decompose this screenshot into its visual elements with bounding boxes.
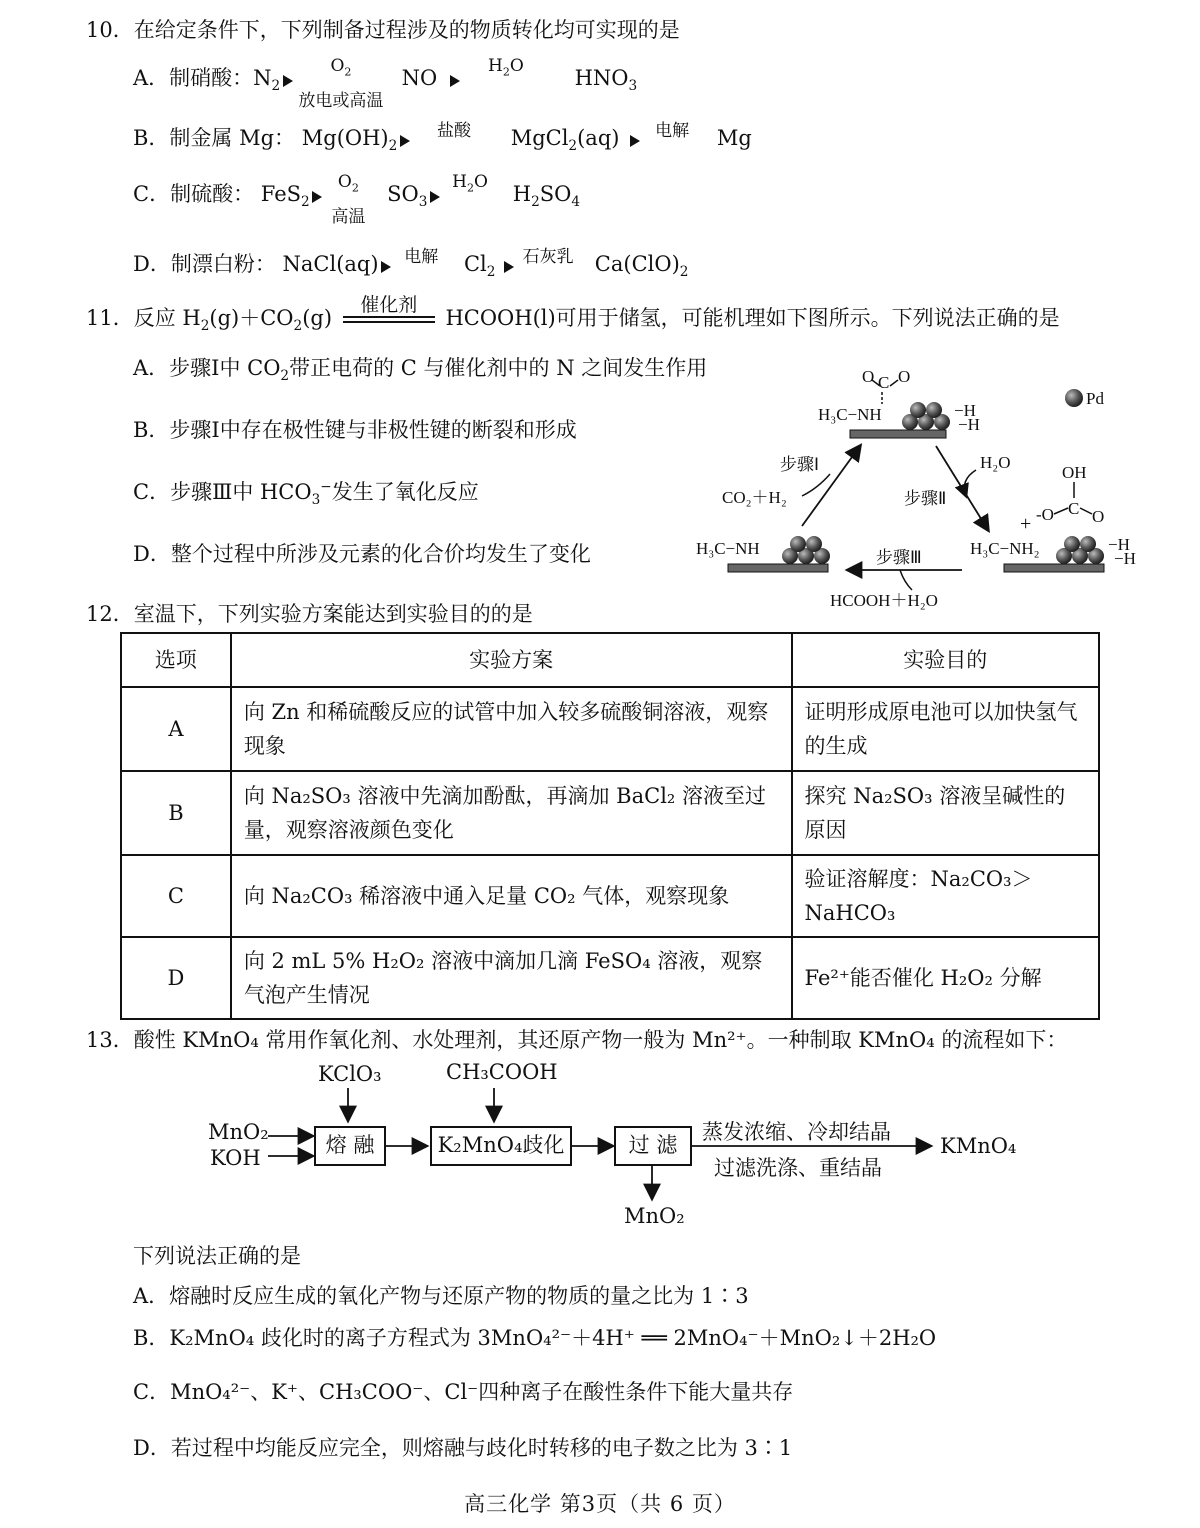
- q13-stem: 13．酸性 KMnO₄ 常用作氧化剂、水处理剂，其还原产物一般为 Mn²⁺。一种制取 KMnO₄ 的流程如下：: [86, 1028, 1068, 1052]
- co2h2-label: CO₂＋H₂: [722, 488, 787, 507]
- svg-text:OH: OH: [1062, 463, 1087, 482]
- svg-text:O: O: [1092, 507, 1105, 526]
- pd-legend: [1065, 389, 1104, 408]
- table-row: D 向 2 mL 5% H₂O₂ 溶液中滴加几滴 FeSO₄ 溶液，观察气泡产生情况 Fe²⁺能否催化 H₂O₂ 分解: [121, 937, 1099, 1019]
- step1-label: 步骤Ⅰ: [780, 455, 820, 474]
- q10-option-d: D．制漂白粉： NaCl(aq) 电解 $Cl_2$ 石灰乳 $Ca(ClO)_2$: [133, 246, 689, 281]
- process-flowchart: [200, 1058, 1030, 1238]
- table-row: A 向 Zn 和稀硫酸反应的试管中加入较多硫酸铜溶液，观察现象 证明形成原电池可以加快氢气的生成: [121, 687, 1099, 771]
- experiment-table: [120, 632, 1100, 1020]
- table-header-row: [121, 633, 1099, 687]
- catalyst-right: [970, 463, 1136, 572]
- h2o-label: H₂O: [980, 453, 1011, 472]
- q10-stem: 10．在给定条件下，下列制备过程涉及的物质转化均可实现的是: [86, 18, 680, 42]
- filter-box: 过 滤: [614, 1126, 692, 1166]
- svg-text:-O: -O: [1036, 505, 1054, 524]
- page-footer: 高三化学 第3页（共 6 页）: [464, 1492, 736, 1516]
- step2-label: 步骤Ⅱ: [904, 489, 947, 508]
- melt-box: 熔 融: [314, 1126, 386, 1166]
- q10-option-c: C．制硫酸： FeS$_2$ $O_2$ 高温 $SO_3$ $H_2O$ $H_2SO_4$: [133, 171, 581, 227]
- condition-top-label: 蒸发浓缩、冷却结晶: [702, 1120, 891, 1144]
- svg-text:H₃C−NH: H₃C−NH: [696, 539, 760, 558]
- mno2-output-label: MnO₂: [624, 1204, 685, 1228]
- products-label: HCOOH＋H₂O: [830, 591, 938, 610]
- svg-text:H₃C−NH: H₃C−NH: [818, 405, 882, 424]
- kmno4-product-label: KMnO₄: [940, 1134, 1017, 1158]
- svg-text:C: C: [1068, 499, 1080, 518]
- svg-text:−H: −H: [954, 401, 976, 420]
- q13-option-c: C．MnO₄²⁻、K⁺、CH₃COO⁻、Cl⁻四种离子在酸性条件下能大量共存: [133, 1380, 794, 1404]
- q12-stem: 12．室温下，下列实验方案能达到实验目的的是: [86, 602, 533, 626]
- q11-option-d: D．整个过程中所涉及元素的化合价均发生了变化: [133, 542, 591, 566]
- ch3cooh-label: CH₃COOH: [446, 1060, 558, 1084]
- table-row: B 向 Na₂SO₃ 溶液中先滴加酚酞，再滴加 BaCl₂ 溶液至过量，观察溶液颜色变化 探究 Na₂SO₃ 溶液呈碱性的原因: [121, 771, 1099, 855]
- q13-option-d: D．若过程中均能反应完全，则熔融与歧化时转移的电子数之比为 3∶1: [133, 1436, 793, 1460]
- koh-label: KOH: [210, 1146, 261, 1170]
- svg-text:+: +: [1020, 513, 1032, 535]
- svg-text:O: O: [862, 367, 875, 386]
- disproportionation-box: K₂MnO₄歧化: [430, 1126, 572, 1166]
- q11-stem: 11．反应 $H_2(g)+CO_2(g)$ 催化剂 HCOOH(l)可用于储氢，可能机理如下图所示。下列说法正确的是: [86, 294, 1060, 335]
- mno2-input-label: MnO₂: [208, 1120, 269, 1144]
- svg-text:−H: −H: [958, 415, 980, 434]
- header-plan: 实验方案: [231, 633, 792, 687]
- condition-bottom-label: 过滤洗涤、重结晶: [714, 1156, 882, 1180]
- q10-option-a: A．制硝酸：$N_2$ $O_2$ 放电或高温 NO $H_2O$ $HNO_3$: [133, 55, 638, 111]
- header-goal: 实验目的: [792, 633, 1099, 687]
- catalyst-left: [696, 536, 830, 572]
- q11-option-b: B．步骤Ⅰ中存在极性键与非极性键的断裂和形成: [133, 418, 577, 442]
- equilibrium-sign: 催化剂: [343, 316, 435, 323]
- svg-text:−H: −H: [1114, 549, 1136, 568]
- pd-legend-label: Pd: [1086, 389, 1104, 408]
- header-option: 选项: [121, 633, 231, 687]
- svg-text:O: O: [898, 367, 911, 386]
- table-row: C 向 Na₂CO₃ 稀溶液中通入足量 CO₂ 气体，观察现象 验证溶解度：Na₂CO₃＞NaHCO₃: [121, 855, 1099, 937]
- mechanism-diagram: [690, 358, 1160, 620]
- q11-option-a: A．步骤Ⅰ中 $CO_2$带正电荷的 C 与催化剂中的 N 之间发生作用: [133, 356, 708, 385]
- svg-text:−H: −H: [1108, 535, 1130, 554]
- step3-label: 步骤Ⅲ: [876, 548, 922, 567]
- svg-text:C: C: [878, 373, 890, 392]
- q13-option-a: A．熔融时反应生成的氧化产物与还原产物的物质的量之比为 1∶3: [133, 1284, 749, 1308]
- q11-option-c: C．步骤Ⅲ中 $HCO_3^-$发生了氧化反应: [133, 479, 479, 509]
- q10-option-b: B．制金属 Mg： $Mg(OH)_2$ 盐酸 MgCl$_2$(aq) 电解 Mg: [133, 120, 752, 155]
- q13-lead: 下列说法正确的是: [133, 1244, 301, 1268]
- svg-text:H₃C−NH₂: H₃C−NH₂: [970, 539, 1040, 558]
- catalyst-top: [818, 367, 980, 438]
- kclo3-label: KClO₃: [318, 1062, 382, 1086]
- q13-option-b: B．K₂MnO₄ 歧化时的离子方程式为 3MnO₄²⁻＋4H⁺ ══ 2MnO₄⁻＋MnO₂↓＋2H₂O: [133, 1326, 937, 1350]
